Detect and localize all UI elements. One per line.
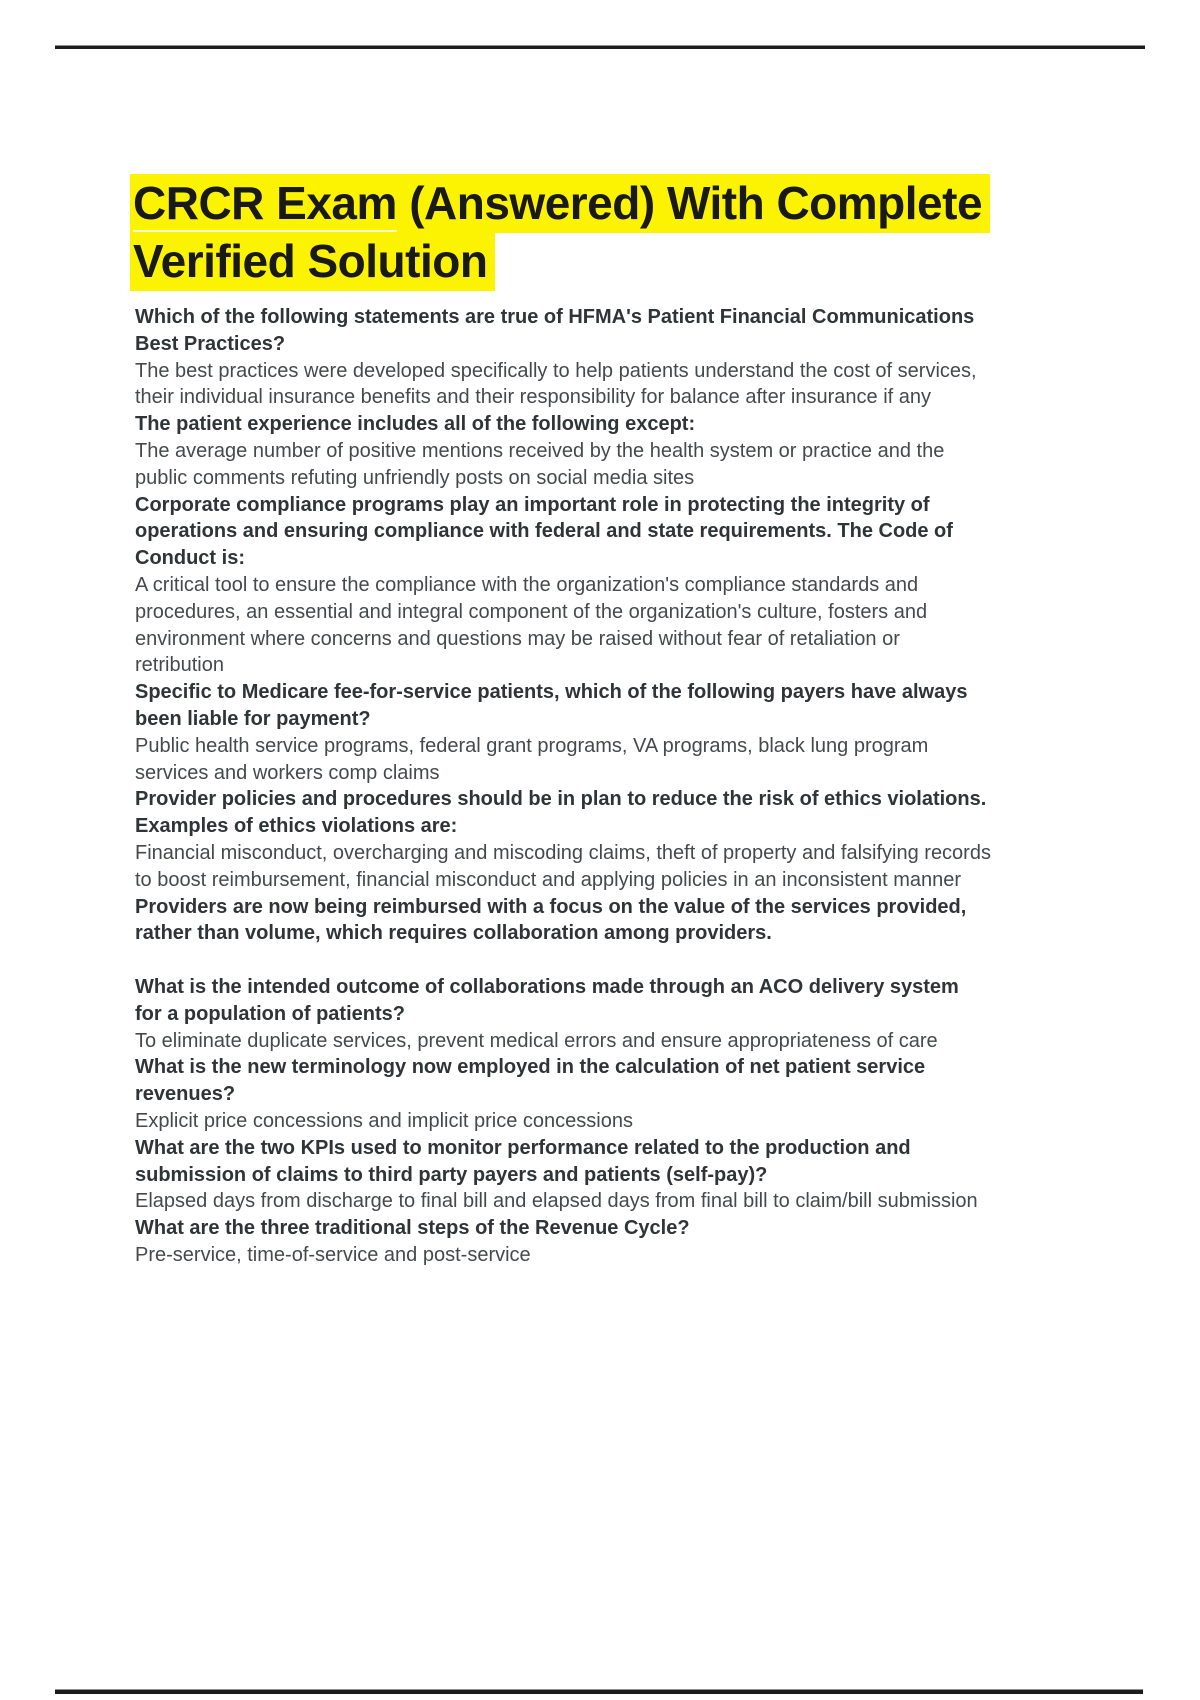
qa-item: [135, 411, 991, 491]
document-title: [130, 174, 1080, 290]
statement-item: [135, 894, 991, 948]
question-text: What are the two KPIs used to monitor performance related to the production and submission of claims to third party payers and patients (self-pay)?: [135, 1136, 911, 1186]
title-underlined-text: CRCR Exam: [133, 177, 397, 233]
question-text: The patient experience includes all of the following except:: [135, 413, 696, 436]
qa-item: [135, 1135, 991, 1215]
bottom-border-line: [55, 1689, 1143, 1694]
qa-item: [135, 1054, 991, 1134]
title-line-2: [130, 232, 1080, 290]
question-text: Corporate compliance programs play an important role in protecting the integrity of operations and ensuring compliance with federal and state requirements. The Code of Conduct is:: [135, 493, 953, 570]
statement-text: Providers are now being reimbursed with a focus on the value of the services provided, rather than volume, which requires collaboration among providers.: [135, 895, 967, 945]
question-text: What are the three traditional steps of the Revenue Cycle?: [135, 1217, 690, 1240]
answer-text: Elapsed days from discharge to final bill and elapsed days from final bill to claim/bill submission: [135, 1190, 978, 1213]
question-text: Which of the following statements are true of HFMA's Patient Financial Communications Best Practices?: [135, 306, 975, 355]
qa-item: [135, 679, 991, 786]
top-border-line: [55, 45, 1145, 49]
answer-text: Explicit price concessions and implicit price concessions: [135, 1109, 633, 1132]
title-rest-text: (Answered) With Complete: [396, 176, 983, 229]
qa-item: [135, 304, 991, 411]
question-text: Specific to Medicare fee-for-service patients, which of the following payers have always been liable for payment?: [135, 681, 968, 730]
answer-text: The average number of positive mentions received by the health system or practice and the public comments refuting unfriendly posts on social media sites: [135, 439, 945, 489]
qa-item: [135, 1215, 991, 1269]
qa-item: [135, 974, 991, 1054]
answer-text: Public health service programs, federal grant programs, VA programs, black lung program services and workers comp claims: [135, 734, 929, 784]
answer-text: Financial misconduct, overcharging and miscoding claims, theft of property and falsifying records to boost reimbursement, financial misconduct and applying policies in an inconsistent manner: [135, 841, 991, 891]
answer-text: To eliminate duplicate services, prevent medical errors and ensure appropriateness of care: [135, 1029, 938, 1052]
title-highlight-2: [130, 232, 495, 291]
question-text: What is the new terminology now employed in the calculation of net patient service revenues?: [135, 1056, 926, 1106]
answer-text: The best practices were developed specifically to help patients understand the cost of services, their individual insurance benefits and their responsibility for balance after insurance if any: [135, 359, 977, 409]
answer-text: A critical tool to ensure the compliance with the organization's compliance standards and procedures, an essential and integral component of the organization's culture, fosters and environment where concerns and questions may be raised without fear of retaliation or retribution: [135, 573, 928, 677]
blank-line-spacer: [135, 947, 991, 974]
title-line-1: [130, 174, 1080, 232]
qa-content: [135, 304, 991, 1269]
answer-text: Pre-service, time-of-service and post-service: [135, 1243, 531, 1266]
qa-item: [135, 786, 991, 893]
question-text: Provider policies and procedures should be in plan to reduce the risk of ethics violations. Examples of ethics violations are:: [135, 788, 987, 838]
qa-item: [135, 492, 991, 680]
question-text: What is the intended outcome of collaborations made through an ACO delivery system for a population of patients?: [135, 975, 959, 1025]
title-highlight-1: [130, 174, 990, 233]
title-line2-text: Verified Solution: [133, 234, 488, 287]
